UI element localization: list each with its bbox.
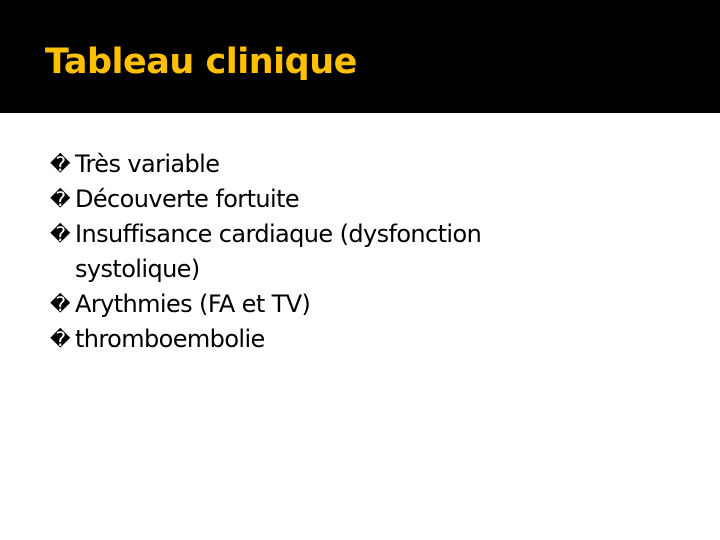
replacement-character-icon: � [50,327,71,351]
bullet-item [50,322,610,357]
bullet-item [50,287,610,322]
bullet-item [50,147,610,182]
replacement-character-icon: � [50,152,71,176]
bullet-text: thromboembolie [75,325,265,353]
bullet-text: Arythmies (FA et TV) [75,290,311,318]
bullet-item [50,217,610,287]
slide-title: Tableau clinique [45,42,357,82]
replacement-character-icon: � [50,292,71,316]
bullet-text: Découverte fortuite [75,185,300,213]
bullet-text: Insuffisance cardiaque (dysfonction systolique) [75,220,482,283]
bullet-list [50,147,610,357]
replacement-character-icon: � [50,187,71,211]
bullet-item [50,182,610,217]
title-band [0,0,720,113]
replacement-character-icon: � [50,222,71,246]
bullet-text: Très variable [75,150,220,178]
